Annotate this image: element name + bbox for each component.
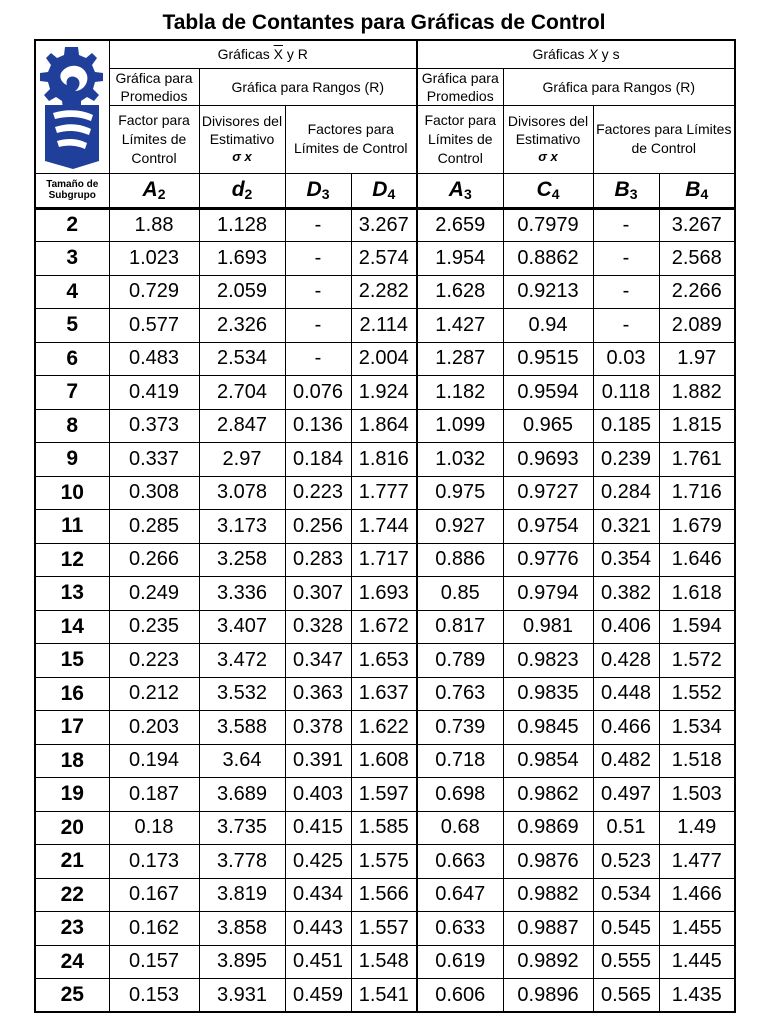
constant-value-cell: 0.965 <box>503 409 593 443</box>
subgroup-size-cell: 17 <box>35 711 109 745</box>
page-title: Tabla de Contantes para Gráficas de Control <box>162 11 606 34</box>
constant-value-cell: 1.023 <box>109 242 199 276</box>
constant-value-cell: 0.886 <box>417 543 503 577</box>
group-header-x-s <box>417 40 735 68</box>
constant-value-cell: 1.032 <box>417 443 503 477</box>
constant-value-cell: 0.68 <box>417 811 503 845</box>
constant-value-cell: 0.185 <box>593 409 659 443</box>
symbol-subscript: 4 <box>551 186 560 202</box>
constant-value-cell: 0.763 <box>417 677 503 711</box>
constant-value-cell: 1.287 <box>417 342 503 376</box>
constant-value-cell: 3.407 <box>199 610 285 644</box>
constant-value-cell: 3.64 <box>199 744 285 778</box>
constant-value-cell: 0.9213 <box>503 275 593 309</box>
constant-value-cell: 2.059 <box>199 275 285 309</box>
constant-value-cell: 0.347 <box>285 644 351 678</box>
table-row <box>35 878 735 912</box>
constant-value-cell: 3.267 <box>659 208 735 242</box>
constant-value-cell: 0.698 <box>417 778 503 812</box>
constant-value-cell: 0.235 <box>109 610 199 644</box>
constant-value-cell: 0.443 <box>285 912 351 946</box>
subgroup-size-cell: 2 <box>35 208 109 242</box>
constant-value-cell: 0.739 <box>417 711 503 745</box>
constant-value-cell: 0.194 <box>109 744 199 778</box>
table-row <box>35 677 735 711</box>
symbol-subscript: 3 <box>629 186 638 202</box>
subgroup-size-cell: 11 <box>35 510 109 544</box>
constant-value-cell: 3.778 <box>199 845 285 879</box>
table-row <box>35 644 735 678</box>
constant-value-cell: 2.847 <box>199 409 285 443</box>
constant-value-cell: 1.816 <box>351 443 417 477</box>
constant-value-cell: 3.931 <box>199 979 285 1013</box>
constant-value-cell: 1.594 <box>659 610 735 644</box>
constant-value-cell: 0.9892 <box>503 945 593 979</box>
symbol-subscript: 2 <box>244 186 253 202</box>
constant-value-cell: 0.373 <box>109 409 199 443</box>
constant-value-cell: 0.729 <box>109 275 199 309</box>
subheader-rangos-2: Gráfica para Rangos (R) <box>503 68 735 105</box>
constant-value-cell: 1.585 <box>351 811 417 845</box>
symbol-letter: C <box>536 178 552 201</box>
constant-value-cell: 0.8862 <box>503 242 593 276</box>
constant-value-cell: 0.497 <box>593 778 659 812</box>
symbol-row <box>35 173 735 208</box>
constant-value-cell: 0.789 <box>417 644 503 678</box>
constant-value-cell: 0.817 <box>417 610 503 644</box>
symbol-b3 <box>593 173 659 208</box>
subgroup-size-cell: 21 <box>35 845 109 879</box>
constant-value-cell: 2.114 <box>351 309 417 343</box>
group1-label-pre: Gráficas <box>217 46 274 63</box>
constant-value-cell: 3.267 <box>351 208 417 242</box>
constant-value-cell: 1.744 <box>351 510 417 544</box>
table-row <box>35 744 735 778</box>
constant-value-cell: 0.9862 <box>503 778 593 812</box>
table-row <box>35 409 735 443</box>
group-header-xbar-r <box>109 40 417 68</box>
constant-value-cell: 3.258 <box>199 543 285 577</box>
constant-value-cell: 0.321 <box>593 510 659 544</box>
constant-value-cell: 2.004 <box>351 342 417 376</box>
constant-value-cell: 0.212 <box>109 677 199 711</box>
table-row <box>35 510 735 544</box>
table-row <box>35 979 735 1013</box>
subgroup-size-cell: 12 <box>35 543 109 577</box>
constant-value-cell: 1.628 <box>417 275 503 309</box>
constant-value-cell: 0.203 <box>109 711 199 745</box>
constant-value-cell: 1.534 <box>659 711 735 745</box>
constant-value-cell: 1.761 <box>659 443 735 477</box>
constant-value-cell: 1.954 <box>417 242 503 276</box>
subheader-factores-2: Factores para Límites de Control <box>593 105 735 173</box>
subgroup-size-cell: 10 <box>35 476 109 510</box>
constant-value-cell: 1.777 <box>351 476 417 510</box>
constant-value-cell: 1.924 <box>351 376 417 410</box>
constant-value-cell: 0.382 <box>593 577 659 611</box>
constant-value-cell: - <box>593 208 659 242</box>
subgroup-size-cell: 14 <box>35 610 109 644</box>
constant-value-cell: 0.239 <box>593 443 659 477</box>
table-row <box>35 711 735 745</box>
constant-value-cell: 0.9869 <box>503 811 593 845</box>
subgroup-size-header: Tamaño de Subgrupo <box>35 173 109 208</box>
constant-value-cell: - <box>285 275 351 309</box>
table-row <box>35 275 735 309</box>
constant-value-cell: 0.483 <box>109 342 199 376</box>
constant-value-cell: 1.557 <box>351 912 417 946</box>
subgroup-size-cell: 24 <box>35 945 109 979</box>
subgroup-size-cell: 9 <box>35 443 109 477</box>
constant-value-cell: 0.9845 <box>503 711 593 745</box>
constant-value-cell: - <box>285 208 351 242</box>
constant-value-cell: 0.9835 <box>503 677 593 711</box>
constant-value-cell: 3.858 <box>199 912 285 946</box>
constant-value-cell: 0.927 <box>417 510 503 544</box>
constant-value-cell: 1.518 <box>659 744 735 778</box>
constant-value-cell: 0.153 <box>109 979 199 1013</box>
constant-value-cell: 1.618 <box>659 577 735 611</box>
constant-value-cell: 2.659 <box>417 208 503 242</box>
constant-value-cell: 0.459 <box>285 979 351 1013</box>
constant-value-cell: 1.608 <box>351 744 417 778</box>
constant-value-cell: 0.173 <box>109 845 199 879</box>
data-rows <box>35 208 735 1012</box>
constant-value-cell: 0.555 <box>593 945 659 979</box>
constant-value-cell: 0.606 <box>417 979 503 1013</box>
constant-value-cell: 0.718 <box>417 744 503 778</box>
constant-value-cell: 0.9794 <box>503 577 593 611</box>
subheader-factores-1: Factores para Límites de Control <box>285 105 417 173</box>
constant-value-cell: 0.466 <box>593 711 659 745</box>
group2-label-pre: Gráficas <box>532 46 589 63</box>
constant-value-cell: - <box>285 342 351 376</box>
constant-value-cell: 0.9823 <box>503 644 593 678</box>
constant-value-cell: 0.482 <box>593 744 659 778</box>
symbol-a3 <box>417 173 503 208</box>
constant-value-cell: 0.157 <box>109 945 199 979</box>
group1-label-xbar: $\overline{X}$ <box>273 46 283 63</box>
constant-value-cell: 0.577 <box>109 309 199 343</box>
constant-value-cell: 0.249 <box>109 577 199 611</box>
symbol-letter: D <box>306 178 322 201</box>
constant-value-cell: 0.7979 <box>503 208 593 242</box>
constant-value-cell: 2.534 <box>199 342 285 376</box>
constant-value-cell: 0.9876 <box>503 845 593 879</box>
constant-value-cell: 0.663 <box>417 845 503 879</box>
constant-value-cell: 0.284 <box>593 476 659 510</box>
constant-value-cell: - <box>593 242 659 276</box>
table-row <box>35 945 735 979</box>
constant-value-cell: 0.428 <box>593 644 659 678</box>
constant-value-cell: 3.472 <box>199 644 285 678</box>
table-row <box>35 242 735 276</box>
constant-value-cell: 0.307 <box>285 577 351 611</box>
sigma-x-label-2: σ x <box>538 149 558 164</box>
constant-value-cell: 1.637 <box>351 677 417 711</box>
constant-value-cell: 0.363 <box>285 677 351 711</box>
constant-value-cell: 2.97 <box>199 443 285 477</box>
constant-value-cell: 0.9727 <box>503 476 593 510</box>
table-row <box>35 342 735 376</box>
constant-value-cell: 1.099 <box>417 409 503 443</box>
constant-value-cell: 1.503 <box>659 778 735 812</box>
constant-value-cell: 0.94 <box>503 309 593 343</box>
constant-value-cell: - <box>285 309 351 343</box>
subgroup-size-cell: 16 <box>35 677 109 711</box>
divisores-label-2: Divisores del Estimativo <box>507 113 589 147</box>
constant-value-cell: 1.864 <box>351 409 417 443</box>
constant-value-cell: 2.568 <box>659 242 735 276</box>
symbol-b4 <box>659 173 735 208</box>
constant-value-cell: 1.572 <box>659 644 735 678</box>
group2-label-x: X <box>588 46 598 63</box>
constant-value-cell: 1.693 <box>199 242 285 276</box>
subheader-divisores-2 <box>503 105 593 173</box>
constant-value-cell: 1.97 <box>659 342 735 376</box>
subgroup-size-cell: 8 <box>35 409 109 443</box>
symbol-letter: B <box>685 178 701 201</box>
constant-value-cell: 0.266 <box>109 543 199 577</box>
constant-value-cell: 2.089 <box>659 309 735 343</box>
table-row <box>35 778 735 812</box>
constant-value-cell: 0.308 <box>109 476 199 510</box>
subgroup-size-cell: 25 <box>35 979 109 1013</box>
constant-value-cell: 0.565 <box>593 979 659 1013</box>
subheader-divisores-1 <box>199 105 285 173</box>
constant-value-cell: 0.256 <box>285 510 351 544</box>
constant-value-cell: 3.895 <box>199 945 285 979</box>
constant-value-cell: 3.819 <box>199 878 285 912</box>
constant-value-cell: 0.223 <box>285 476 351 510</box>
table-row <box>35 208 735 242</box>
subgroup-size-cell: 6 <box>35 342 109 376</box>
constant-value-cell: 0.85 <box>417 577 503 611</box>
constant-value-cell: 0.328 <box>285 610 351 644</box>
symbol-letter: A <box>142 178 158 201</box>
constant-value-cell: 1.552 <box>659 677 735 711</box>
sigma-x-label-1: σ x <box>232 149 252 164</box>
constant-value-cell: 1.646 <box>659 543 735 577</box>
constant-value-cell: 2.574 <box>351 242 417 276</box>
constant-value-cell: 0.9693 <box>503 443 593 477</box>
subheader-factor-2: Factor para Límites de Control <box>417 105 503 173</box>
symbol-subscript: 3 <box>321 186 330 202</box>
constant-value-cell: 0.51 <box>593 811 659 845</box>
symbol-d3 <box>285 173 351 208</box>
constant-value-cell: 1.882 <box>659 376 735 410</box>
constant-value-cell: 0.337 <box>109 443 199 477</box>
subgroup-size-cell: 5 <box>35 309 109 343</box>
constant-value-cell: 0.9515 <box>503 342 593 376</box>
constant-value-cell: 0.9776 <box>503 543 593 577</box>
constant-value-cell: 0.981 <box>503 610 593 644</box>
constant-value-cell: 1.815 <box>659 409 735 443</box>
constant-value-cell: 1.477 <box>659 845 735 879</box>
constant-value-cell: 0.167 <box>109 878 199 912</box>
constant-value-cell: 0.391 <box>285 744 351 778</box>
subgroup-size-cell: 22 <box>35 878 109 912</box>
constant-value-cell: 0.451 <box>285 945 351 979</box>
constant-value-cell: 1.575 <box>351 845 417 879</box>
constant-value-cell: 0.534 <box>593 878 659 912</box>
constant-value-cell: 3.689 <box>199 778 285 812</box>
table-row <box>35 912 735 946</box>
symbol-letter: d <box>231 178 245 201</box>
table-row <box>35 845 735 879</box>
constant-value-cell: 1.548 <box>351 945 417 979</box>
constant-value-cell: 1.693 <box>351 577 417 611</box>
constant-value-cell: 0.9887 <box>503 912 593 946</box>
constant-value-cell: 1.566 <box>351 878 417 912</box>
constant-value-cell: 1.622 <box>351 711 417 745</box>
constant-value-cell: 0.9854 <box>503 744 593 778</box>
table-row <box>35 443 735 477</box>
symbol-c4 <box>503 173 593 208</box>
divisores-label-1: Divisores del Estimativo <box>201 113 283 147</box>
subheader-promedios-2: Gráfica para Promedios <box>417 68 503 105</box>
constant-value-cell: 0.187 <box>109 778 199 812</box>
constant-value-cell: 3.735 <box>199 811 285 845</box>
constant-value-cell: 2.282 <box>351 275 417 309</box>
constant-value-cell: 1.597 <box>351 778 417 812</box>
subgroup-size-cell: 7 <box>35 376 109 410</box>
symbol-subscript: 4 <box>700 186 709 202</box>
constant-value-cell: 0.425 <box>285 845 351 879</box>
constant-value-cell: 1.716 <box>659 476 735 510</box>
constant-value-cell: 0.523 <box>593 845 659 879</box>
constant-value-cell: 1.128 <box>199 208 285 242</box>
symbol-a2 <box>109 173 199 208</box>
constant-value-cell: 1.653 <box>351 644 417 678</box>
symbol-subscript: 3 <box>463 186 472 202</box>
constant-value-cell: 1.541 <box>351 979 417 1013</box>
group2-label-post: y s <box>597 46 620 63</box>
constant-value-cell: 2.326 <box>199 309 285 343</box>
constant-value-cell: 1.182 <box>417 376 503 410</box>
constant-value-cell: 0.378 <box>285 711 351 745</box>
subgroup-size-cell: 15 <box>35 644 109 678</box>
table-row <box>35 376 735 410</box>
constant-value-cell: 1.88 <box>109 208 199 242</box>
table-row <box>35 309 735 343</box>
subgroup-size-cell: 20 <box>35 811 109 845</box>
symbol-d4 <box>351 173 417 208</box>
constant-value-cell: 0.434 <box>285 878 351 912</box>
constant-value-cell: 0.406 <box>593 610 659 644</box>
constant-value-cell: 0.619 <box>417 945 503 979</box>
constant-value-cell: 0.184 <box>285 443 351 477</box>
table-row <box>35 811 735 845</box>
constant-value-cell: 1.672 <box>351 610 417 644</box>
subheader-promedios-1: Gráfica para Promedios <box>109 68 199 105</box>
subgroup-size-cell: 13 <box>35 577 109 611</box>
group1-label-post: y R <box>282 46 308 63</box>
constant-value-cell: 0.076 <box>285 376 351 410</box>
control-chart-constants-table <box>34 39 736 1013</box>
symbol-letter: D <box>372 178 388 201</box>
table-row <box>35 543 735 577</box>
logo-cell <box>35 40 109 173</box>
constant-value-cell: 0.415 <box>285 811 351 845</box>
constant-value-cell: 0.448 <box>593 677 659 711</box>
subgroup-size-cell: 23 <box>35 912 109 946</box>
constant-value-cell: 0.162 <box>109 912 199 946</box>
constant-value-cell: 0.118 <box>593 376 659 410</box>
symbol-d2 <box>199 173 285 208</box>
constant-value-cell: 3.532 <box>199 677 285 711</box>
constant-value-cell: 0.403 <box>285 778 351 812</box>
constant-value-cell: 0.18 <box>109 811 199 845</box>
symbol-subscript: 2 <box>157 186 166 202</box>
constant-value-cell: 0.285 <box>109 510 199 544</box>
constant-value-cell: 1.466 <box>659 878 735 912</box>
table-row <box>35 476 735 510</box>
constant-value-cell: 1.435 <box>659 979 735 1013</box>
constant-value-cell: 0.545 <box>593 912 659 946</box>
symbol-subscript: 4 <box>387 186 396 202</box>
subheader-rangos-1: Gráfica para Rangos (R) <box>199 68 417 105</box>
constant-value-cell: 0.9754 <box>503 510 593 544</box>
constant-value-cell: 0.419 <box>109 376 199 410</box>
symbol-letter: B <box>614 178 630 201</box>
constant-value-cell: 3.588 <box>199 711 285 745</box>
constant-value-cell: 0.283 <box>285 543 351 577</box>
constant-value-cell: 0.9882 <box>503 878 593 912</box>
constant-value-cell: - <box>285 242 351 276</box>
table-row <box>35 610 735 644</box>
constant-value-cell: 3.173 <box>199 510 285 544</box>
constant-value-cell: 0.9896 <box>503 979 593 1013</box>
constant-value-cell: 1.455 <box>659 912 735 946</box>
constant-value-cell: 1.427 <box>417 309 503 343</box>
constant-value-cell: 0.9594 <box>503 376 593 410</box>
constant-value-cell: - <box>593 275 659 309</box>
constant-value-cell: 1.445 <box>659 945 735 979</box>
constant-value-cell: 0.136 <box>285 409 351 443</box>
subgroup-size-cell: 4 <box>35 275 109 309</box>
constant-value-cell: 0.975 <box>417 476 503 510</box>
constant-value-cell: 0.223 <box>109 644 199 678</box>
subgroup-size-cell: 3 <box>35 242 109 276</box>
symbol-letter: A <box>448 178 464 201</box>
subgroup-size-cell: 18 <box>35 744 109 778</box>
constant-value-cell: 1.717 <box>351 543 417 577</box>
constant-value-cell: 3.336 <box>199 577 285 611</box>
table-row <box>35 577 735 611</box>
constant-value-cell: 1.49 <box>659 811 735 845</box>
subheader-factor-1: Factor para Límites de Control <box>109 105 199 173</box>
constant-value-cell: 2.704 <box>199 376 285 410</box>
constant-value-cell: 0.03 <box>593 342 659 376</box>
constant-value-cell: 0.354 <box>593 543 659 577</box>
constant-value-cell: - <box>593 309 659 343</box>
constant-value-cell: 1.679 <box>659 510 735 544</box>
institution-logo-icon <box>37 43 107 171</box>
constant-value-cell: 0.633 <box>417 912 503 946</box>
constant-value-cell: 2.266 <box>659 275 735 309</box>
subgroup-size-cell: 19 <box>35 778 109 812</box>
constant-value-cell: 3.078 <box>199 476 285 510</box>
constant-value-cell: 0.647 <box>417 878 503 912</box>
